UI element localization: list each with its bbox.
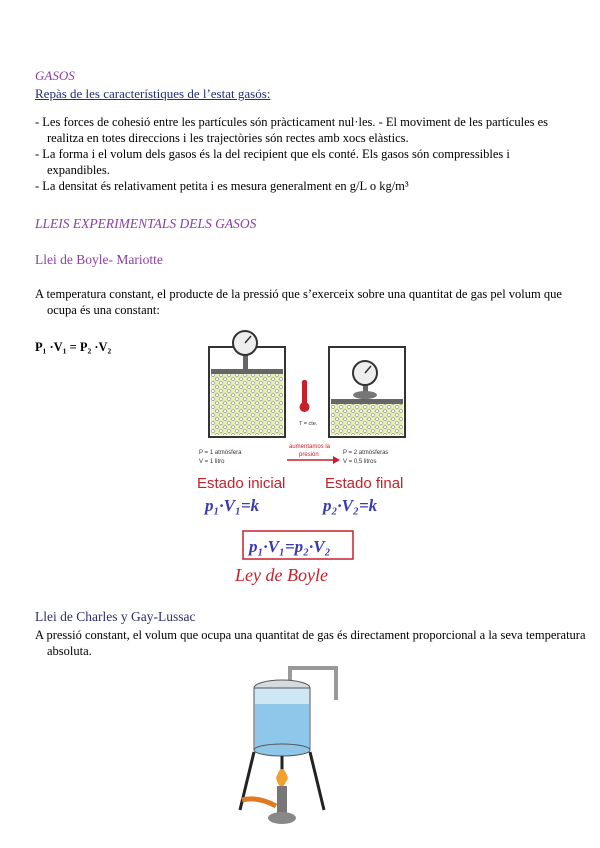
bullet-2: - La forma i el volum dels gasos és la del recipient que els conté. Els gasos són compressibles i expandibles. bbox=[35, 147, 510, 177]
final-cylinder bbox=[329, 347, 405, 437]
final-state-label: Estado final bbox=[325, 475, 404, 492]
thermometer-icon bbox=[300, 380, 310, 412]
boyle-figure bbox=[195, 325, 425, 587]
temp-label: T = cte. bbox=[299, 421, 318, 427]
eq-final: p₂·V₂=k bbox=[323, 496, 378, 515]
charles-text: A pressió constant, el volum que ocupa una quantitat de gas és directament proporcional a la seva temperatura absoluta. bbox=[35, 628, 586, 658]
charles-heading: Llei de Charles y Gay-Lussac bbox=[35, 609, 196, 624]
boyle-text: A temperatura constant, el producte de la pressió que s’exerceix sobre una quantitat de gas pel volum que ocupa és una constant: bbox=[35, 287, 562, 317]
charles-figure bbox=[232, 660, 348, 840]
laws-title: LLEIS EXPERIMENTALS DELS GASOS bbox=[35, 216, 257, 231]
eq-initial: p₁·V₁=k bbox=[205, 496, 260, 515]
v2-label: V = 0,5 litros bbox=[343, 459, 377, 465]
p1-label: P = 1 atmósfera bbox=[199, 450, 242, 456]
law-name: Ley de Boyle bbox=[235, 565, 328, 585]
flame-icon bbox=[276, 769, 288, 788]
initial-cylinder bbox=[209, 331, 285, 437]
burner-icon bbox=[242, 786, 296, 824]
initial-state-label: Estado inicial bbox=[197, 475, 286, 492]
v1-label: V = 1 litro bbox=[199, 459, 225, 465]
subtitle: Repàs de les característiques de l’estat gasós: bbox=[35, 86, 271, 101]
arrow-label-1: aumentamos la bbox=[289, 444, 331, 450]
boyle-formula: P₁ ·V₁ = P₂ ·V₂ bbox=[35, 340, 112, 354]
p2-label: P = 2 atmósferas bbox=[343, 450, 389, 456]
section-title: GASOS bbox=[35, 68, 75, 83]
bullet-1: - Les forces de cohesió entre les partícules són pràcticament nul·les. - El moviment de les partícules es realitza en totes direccions i les trajectòries són rectes amb xocs elàstics. bbox=[35, 115, 549, 145]
bullet-3: - La densitat és relativament petita i es mesura generalment en g/L o kg/m³ bbox=[35, 179, 409, 193]
bullet-list bbox=[35, 114, 575, 194]
boxed-eq: p₁·V₁=p₂·V₂ bbox=[249, 537, 331, 556]
boyle-heading: Llei de Boyle- Mariotte bbox=[35, 252, 163, 267]
arrow-label-2: presión bbox=[299, 452, 319, 458]
